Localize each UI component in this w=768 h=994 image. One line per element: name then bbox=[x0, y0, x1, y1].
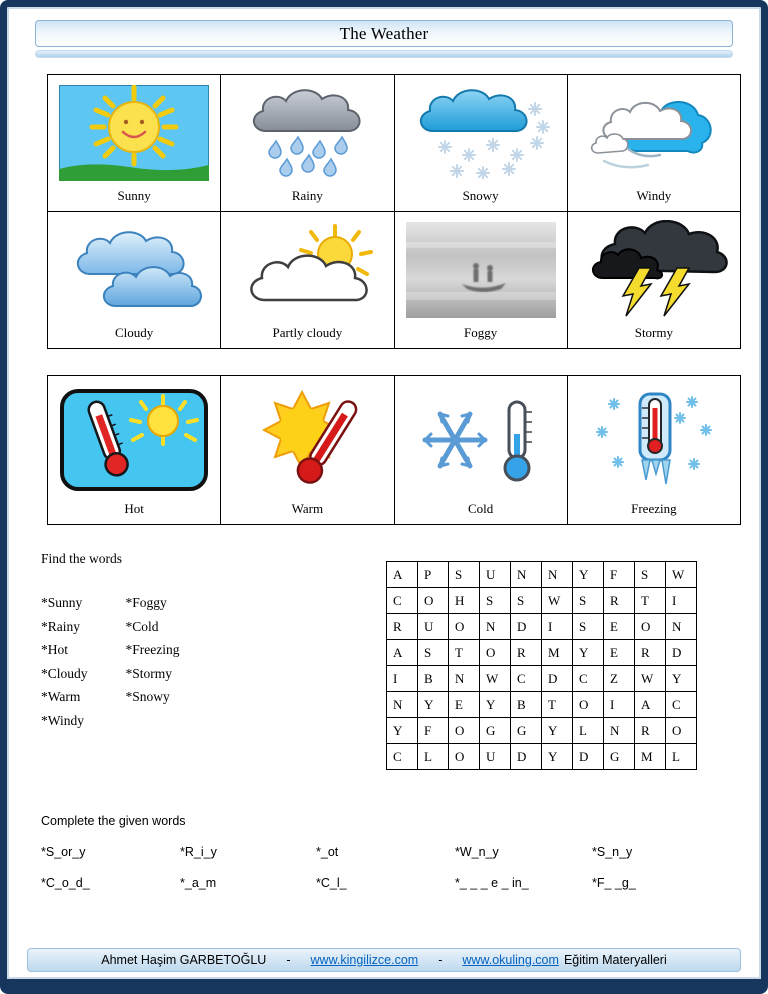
complete-word-item: *F_ _g_ bbox=[592, 876, 636, 890]
word-list-item: *Cloudy bbox=[41, 665, 88, 681]
word-search-cell: C bbox=[511, 666, 542, 692]
footer-separator: - bbox=[286, 953, 291, 967]
word-search-cell: P bbox=[418, 562, 449, 588]
footer-bar bbox=[27, 948, 741, 972]
word-search-cell: D bbox=[666, 640, 697, 666]
temperature-grid bbox=[47, 375, 741, 525]
word-search-cell: C bbox=[387, 588, 418, 614]
word-list-col2 bbox=[126, 591, 180, 732]
word-search-cell: R bbox=[635, 640, 666, 666]
word-search-cell: T bbox=[635, 588, 666, 614]
word-search-cell: E bbox=[449, 692, 480, 718]
find-words-left bbox=[41, 551, 180, 732]
card-label: Snowy bbox=[462, 188, 499, 203]
word-search-cell: S bbox=[418, 640, 449, 666]
word-search-cell: U bbox=[480, 562, 511, 588]
word-list-item: *Hot bbox=[41, 642, 68, 657]
word-search-cell: O bbox=[418, 588, 449, 614]
complete-word-item: *S_n_y bbox=[592, 845, 633, 859]
word-search-cell: N bbox=[666, 614, 697, 640]
word-search-cell: N bbox=[480, 614, 511, 640]
title-bar bbox=[35, 20, 733, 47]
footer-group bbox=[462, 953, 666, 967]
word-search-cell: T bbox=[542, 692, 573, 718]
card-label: Freezing bbox=[631, 501, 677, 516]
word-search-row bbox=[387, 640, 697, 666]
card-stormy bbox=[568, 212, 741, 349]
word-search-row bbox=[387, 718, 697, 744]
card-label: Foggy bbox=[464, 325, 498, 340]
word-search-cell: B bbox=[511, 692, 542, 718]
word-search-cell: D bbox=[511, 614, 542, 640]
word-search-cell: R bbox=[635, 718, 666, 744]
word-search-cell: R bbox=[387, 614, 418, 640]
word-search-cell: T bbox=[449, 640, 480, 666]
rainy-icon bbox=[221, 75, 393, 188]
word-search-cell: I bbox=[604, 692, 635, 718]
word-search-cell: C bbox=[666, 692, 697, 718]
word-search-cell: I bbox=[666, 588, 697, 614]
card-label: Sunny bbox=[117, 188, 151, 203]
complete-words-heading: Complete the given words bbox=[41, 814, 186, 828]
complete-word-item: *S_or_y bbox=[41, 845, 86, 859]
footer-link-kingilizce[interactable]: www.kingilizce.com bbox=[310, 953, 419, 967]
word-search-cell: E bbox=[604, 640, 635, 666]
word-list-item: *Freezing bbox=[125, 642, 180, 657]
word-search-cell: S bbox=[573, 614, 604, 640]
word-search-row bbox=[387, 588, 697, 614]
word-search-row bbox=[387, 666, 697, 692]
word-search-cell: M bbox=[635, 744, 666, 770]
word-search-cell: D bbox=[542, 666, 573, 692]
word-search-cell: F bbox=[418, 718, 449, 744]
word-search-cell: O bbox=[449, 718, 480, 744]
word-list-item: *Foggy bbox=[125, 595, 167, 610]
word-search-cell: Y bbox=[387, 718, 418, 744]
card-cloudy bbox=[48, 212, 221, 349]
windy-icon bbox=[568, 75, 740, 188]
word-search-cell: A bbox=[635, 692, 666, 718]
word-search-row bbox=[387, 744, 697, 770]
word-search-cell: L bbox=[418, 744, 449, 770]
word-list-item: *Cold bbox=[125, 618, 159, 634]
word-search-cell: I bbox=[387, 666, 418, 692]
word-search-cell: U bbox=[480, 744, 511, 770]
complete-word-item: *_ _ _ e _ in_ bbox=[455, 876, 529, 890]
complete-word-item: *_a_m bbox=[180, 876, 217, 890]
word-search-cell: O bbox=[449, 744, 480, 770]
card-hot bbox=[48, 376, 221, 525]
word-search-cell: S bbox=[511, 588, 542, 614]
stormy-icon bbox=[568, 212, 740, 325]
word-search-cell: Y bbox=[418, 692, 449, 718]
card-label: Cloudy bbox=[114, 325, 154, 340]
word-search-cell: N bbox=[542, 562, 573, 588]
word-search-cell: L bbox=[666, 744, 697, 770]
word-search-cell: N bbox=[604, 718, 635, 744]
word-search-cell: Y bbox=[666, 666, 697, 692]
word-search-cell: S bbox=[449, 562, 480, 588]
word-search-cell: O bbox=[449, 614, 480, 640]
word-search-cell: C bbox=[573, 666, 604, 692]
word-search-cell: E bbox=[604, 614, 635, 640]
word-search-cell: Y bbox=[542, 718, 573, 744]
word-search-cell: S bbox=[573, 588, 604, 614]
word-search-row bbox=[387, 692, 697, 718]
card-windy bbox=[568, 75, 741, 212]
word-search-cell: Y bbox=[573, 562, 604, 588]
word-search-cell: O bbox=[666, 718, 697, 744]
foggy-icon bbox=[395, 212, 567, 325]
word-search-cell: L bbox=[573, 718, 604, 744]
complete-words-section bbox=[41, 814, 731, 890]
page-title: The Weather bbox=[339, 23, 429, 43]
card-label: Warm bbox=[291, 501, 324, 516]
cloudy-icon bbox=[48, 212, 220, 325]
word-search-cell: O bbox=[573, 692, 604, 718]
title-underline bbox=[35, 50, 733, 58]
complete-word-item: *R_i_y bbox=[180, 845, 217, 859]
word-list-item: *Sunny bbox=[41, 595, 83, 610]
word-search-cell: U bbox=[418, 614, 449, 640]
warm-icon bbox=[221, 376, 393, 501]
complete-word-item: *W_n_y bbox=[455, 845, 499, 859]
weather-grid bbox=[47, 74, 741, 349]
word-search-cell: R bbox=[511, 640, 542, 666]
word-search-cell: W bbox=[480, 666, 511, 692]
word-search-cell: M bbox=[542, 640, 573, 666]
card-sunny bbox=[48, 75, 221, 212]
card-warm bbox=[221, 376, 394, 525]
word-list-item: *Stormy bbox=[125, 665, 173, 681]
card-label: Windy bbox=[636, 188, 672, 203]
word-list-col1 bbox=[41, 591, 88, 732]
word-search-cell: W bbox=[542, 588, 573, 614]
footer-author: Ahmet Haşim GARBETOĞLU bbox=[101, 953, 267, 967]
word-search-cell: C bbox=[387, 744, 418, 770]
word-search-cell: Y bbox=[542, 744, 573, 770]
complete-word-item: *C_l_ bbox=[316, 876, 347, 890]
word-list bbox=[41, 591, 180, 732]
word-list-item: *Warm bbox=[41, 689, 81, 704]
word-search-cell: N bbox=[387, 692, 418, 718]
find-words-section bbox=[41, 551, 697, 770]
word-search-cell: O bbox=[480, 640, 511, 666]
card-label: Partly cloudy bbox=[272, 325, 343, 340]
word-search-cell: B bbox=[418, 666, 449, 692]
card-snowy bbox=[395, 75, 568, 212]
partly-cloudy-icon bbox=[221, 212, 393, 325]
word-search-cell: O bbox=[635, 614, 666, 640]
word-search-cell: A bbox=[387, 562, 418, 588]
word-search-cell: G bbox=[604, 744, 635, 770]
snowy-icon bbox=[395, 75, 567, 188]
word-search-cell: S bbox=[480, 588, 511, 614]
word-search-cell: Y bbox=[480, 692, 511, 718]
word-search-cell: F bbox=[604, 562, 635, 588]
card-partly-cloudy bbox=[221, 212, 394, 349]
word-search-grid bbox=[386, 561, 697, 770]
word-search-cell: A bbox=[387, 640, 418, 666]
freezing-icon bbox=[568, 376, 740, 501]
complete-words-row-1 bbox=[41, 845, 731, 859]
word-search-cell: W bbox=[666, 562, 697, 588]
word-search-cell: H bbox=[449, 588, 480, 614]
word-search-cell: G bbox=[480, 718, 511, 744]
word-search-cell: S bbox=[635, 562, 666, 588]
card-foggy bbox=[395, 212, 568, 349]
word-search-cell: D bbox=[511, 744, 542, 770]
word-search-cell: I bbox=[542, 614, 573, 640]
card-rainy bbox=[221, 75, 394, 212]
word-search-cell: N bbox=[449, 666, 480, 692]
hot-icon bbox=[48, 376, 220, 501]
complete-words-row-2 bbox=[41, 876, 731, 890]
card-freezing bbox=[568, 376, 741, 525]
word-search-cell: Z bbox=[604, 666, 635, 692]
footer-link-okuling[interactable]: www.okuling.com bbox=[462, 953, 559, 967]
cold-icon bbox=[395, 376, 567, 501]
word-search-cell: W bbox=[635, 666, 666, 692]
word-search-cell: Y bbox=[573, 640, 604, 666]
sunny-icon bbox=[48, 75, 220, 188]
card-label: Stormy bbox=[634, 325, 674, 340]
word-list-item: *Windy bbox=[41, 712, 84, 728]
word-search-row bbox=[387, 614, 697, 640]
complete-word-item: *_ot bbox=[316, 845, 339, 859]
word-search-cell: R bbox=[604, 588, 635, 614]
card-cold bbox=[395, 376, 568, 525]
word-list-item: *Rainy bbox=[41, 618, 80, 634]
word-search-row bbox=[387, 562, 697, 588]
word-search-cell: N bbox=[511, 562, 542, 588]
word-search-cell: G bbox=[511, 718, 542, 744]
card-label: Hot bbox=[124, 501, 144, 516]
footer-suffix: Eğitim Materyalleri bbox=[563, 953, 667, 967]
word-search-cell: D bbox=[573, 744, 604, 770]
card-label: Rainy bbox=[291, 188, 323, 203]
word-list-item: *Snowy bbox=[125, 689, 170, 704]
find-words-heading: Find the words bbox=[41, 551, 122, 566]
complete-word-item: *C_o_d_ bbox=[41, 876, 90, 890]
footer-separator: - bbox=[438, 953, 443, 967]
card-label: Cold bbox=[467, 501, 494, 516]
